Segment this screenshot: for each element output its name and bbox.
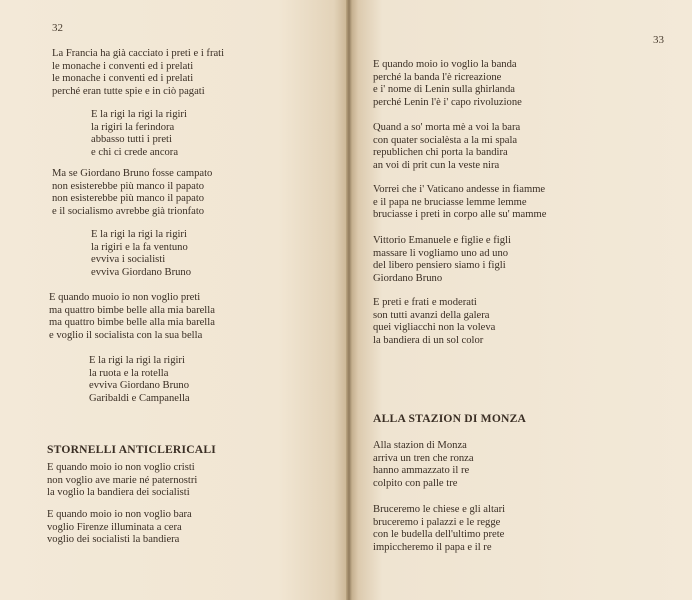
verse-line: con le budella dell'ultimo prete: [373, 529, 505, 541]
verse-line: perché eran tutte spie e in ciò pagati: [52, 85, 205, 97]
verse-line: E quando muoio io non voglio preti: [49, 292, 201, 303]
verse-line: evviva Giordano Bruno: [89, 380, 190, 392]
page-number-left: 32: [52, 22, 63, 34]
verse-line: E quando moio io non voglio cristi: [47, 462, 195, 473]
verse-line: e il socialismo avrebbe già trionfato: [52, 205, 205, 217]
verse-line: evviva i socialisti: [91, 254, 166, 266]
verse-line: non esisterebbe più manco il papato: [52, 180, 205, 192]
verse-line: bruciasse i preti in corpo alle su' mamme: [373, 209, 547, 221]
stanza: [373, 122, 520, 172]
verse-line: la bandiera di un sol color: [373, 334, 484, 346]
verse-line: colpito con palle tre: [373, 477, 458, 489]
book-gutter: [346, 0, 352, 600]
stanza: [373, 440, 474, 490]
verse-line: Giordano Bruno: [373, 272, 443, 284]
verse-line: e i' nome di Lenin sulla ghirlanda: [373, 84, 515, 96]
verse-line: E la rigi la rigi la rigiri: [89, 355, 185, 366]
verse-line: non voglio ave marie né paternostri: [47, 474, 198, 486]
verse-line: Bruceremo le chiese e gli altari: [373, 504, 506, 515]
verse-line: abbasso tutti i preti: [91, 134, 172, 146]
verse-line: evviva Giordano Bruno: [91, 266, 192, 278]
verse-line: Alla stazion di Monza: [373, 440, 467, 451]
verse-line: E quando moio io voglio la banda: [373, 59, 517, 70]
verse-line: E la rigi la rigi la rigiri: [91, 109, 187, 120]
verse-line: e il papa ne bruciasse lemme lemme: [373, 196, 527, 208]
verse-line: hanno ammazzato il re: [373, 465, 470, 477]
stanza: [373, 235, 511, 285]
refrain-stanza: [91, 229, 191, 279]
verse-line: Vorrei che i' Vaticano andesse in fiamme: [373, 184, 546, 195]
verse-line: del libero pensiero siamo i figli: [373, 260, 506, 272]
verse-line: republichen chi porta la bandira: [373, 147, 508, 159]
verse-line: bruceremo i palazzi e le regge: [373, 516, 501, 528]
verse-line: impiccheremo il papa e il re: [373, 541, 492, 553]
section-heading: STORNELLI ANTICLERICALI: [47, 443, 217, 456]
verse-line: voglio dei socialisti la bandiera: [47, 534, 180, 546]
verse-line: voglio Firenze illuminata a cera: [47, 521, 182, 533]
verse-line: La Francia ha già cacciato i preti e i frati: [52, 48, 225, 59]
verse-line: Vittorio Emanuele e figlie e figli: [373, 235, 511, 246]
section-heading: ALLA STAZION DI MONZA: [373, 412, 527, 425]
verse-line: e chi ci crede ancora: [91, 146, 179, 158]
verse-line: non esisterebbe più manco il papato: [52, 193, 205, 205]
stanza: [47, 462, 197, 500]
verse-line: E quando moio io non voglio bara: [47, 509, 192, 520]
stanza: [47, 509, 192, 547]
verse-line: ma quattro bimbe belle alla mia barella: [49, 304, 215, 316]
refrain-stanza: [91, 109, 187, 159]
verse-line: son tutti avanzi della galera: [373, 309, 490, 321]
verse-line: Quand a so' morta mè a voi la bara: [373, 122, 521, 133]
refrain-stanza: [89, 355, 190, 405]
verse-line: la rigiri la ferindora: [91, 121, 175, 133]
verse-line: quei vigliacchi non la voleva: [373, 322, 496, 334]
page-number-right: 33: [653, 34, 664, 46]
verse-line: ma quattro bimbe belle alla mia barella: [49, 317, 215, 329]
stanza: [373, 184, 546, 222]
stanza: [49, 292, 215, 342]
verse-line: Garibaldi e Campanella: [89, 392, 190, 404]
verse-line: le monache i conventi ed i prelati: [52, 73, 194, 85]
verse-line: an voi di prit cun la veste nira: [373, 159, 500, 171]
verse-line: E preti e frati e moderati: [373, 297, 477, 308]
verse-line: le monache i conventi ed i prelati: [52, 60, 194, 72]
verse-line: massare li vogliamo uno ad uno: [373, 247, 509, 259]
verse-line: perché la banda l'è ricreazione: [373, 71, 502, 83]
stanza: [373, 504, 505, 554]
verse-line: la rigiri e la fa ventuno: [91, 241, 188, 253]
stanza: [373, 297, 495, 347]
verse-line: arriva un tren che ronza: [373, 452, 474, 464]
verse-line: la ruota e la rotella: [89, 367, 169, 379]
verse-line: Ma se Giordano Bruno fosse campato: [52, 168, 213, 179]
verse-line: perché Lenin l'è i' capo rivoluzione: [373, 96, 522, 108]
verse-line: con quater socialèsta a la mi spala: [373, 134, 518, 146]
stanza: [52, 168, 212, 218]
stanza: [52, 48, 224, 98]
verse-line: e voglio il socialista con la sua bella: [49, 329, 203, 341]
verse-line: E la rigi la rigi la rigiri: [91, 229, 187, 240]
stanza: [373, 59, 522, 109]
verse-line: la voglio la bandiera dei socialisti: [47, 487, 190, 499]
